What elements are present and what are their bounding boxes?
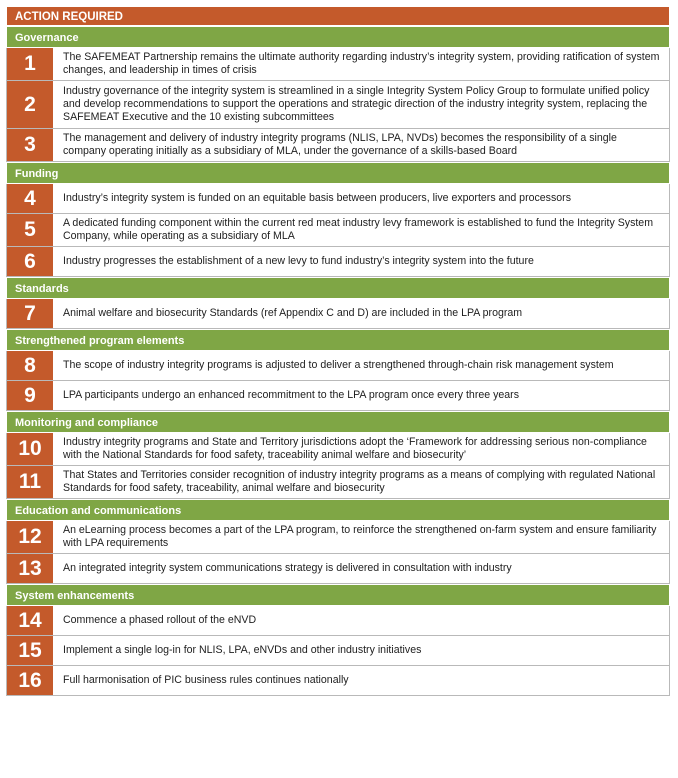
section-heading: Education and communications bbox=[6, 499, 670, 521]
action-text: Implement a single log-in for NLIS, LPA, eNVDs and other industry initiatives bbox=[63, 644, 422, 656]
action-number: 2 bbox=[7, 81, 53, 128]
action-table bbox=[6, 6, 670, 696]
action-text: A dedicated funding component within the current red meat industry levy framework is established to fund the Integrity System Company, while operating as a subsidiary of MLA bbox=[63, 217, 654, 242]
action-row bbox=[6, 381, 670, 411]
section-heading: Monitoring and compliance bbox=[6, 411, 670, 433]
section-heading: Standards bbox=[6, 277, 670, 299]
action-number: 12 bbox=[7, 521, 53, 553]
action-number: 11 bbox=[7, 466, 53, 498]
action-number: 10 bbox=[7, 433, 53, 465]
action-row bbox=[6, 351, 670, 381]
action-number: 6 bbox=[7, 247, 53, 276]
action-text: An integrated integrity system communications strategy is delivered in consultation with industry bbox=[63, 562, 512, 574]
action-row bbox=[6, 466, 670, 499]
action-number: 9 bbox=[7, 381, 53, 410]
action-text: An eLearning process becomes a part of the LPA program, to reinforce the strengthened on-farm system and ensure familiarity with LPA requirements bbox=[63, 524, 657, 549]
section-heading: Funding bbox=[6, 162, 670, 184]
action-row bbox=[6, 81, 670, 129]
action-row bbox=[6, 299, 670, 329]
action-row bbox=[6, 636, 670, 666]
action-row bbox=[6, 214, 670, 247]
action-text: The scope of industry integrity programs is adjusted to deliver a strengthened through-chain risk management system bbox=[63, 359, 614, 371]
action-row bbox=[6, 606, 670, 636]
action-row bbox=[6, 129, 670, 162]
action-number: 3 bbox=[7, 129, 53, 161]
table-header: ACTION REQUIRED bbox=[6, 6, 670, 26]
action-row bbox=[6, 521, 670, 554]
action-number: 15 bbox=[7, 636, 53, 665]
action-text: Commence a phased rollout of the eNVD bbox=[63, 614, 257, 626]
section-heading: Governance bbox=[6, 26, 670, 48]
action-text: Industry integrity programs and State and Territory jurisdictions adopt the ‘Framework for addressing serious non-compliance with the National Standards for food safety, traceability animal welfare and biosecurity’ bbox=[63, 436, 647, 461]
action-number: 5 bbox=[7, 214, 53, 246]
action-number: 7 bbox=[7, 299, 53, 328]
action-text: Industry governance of the integrity system is streamlined in a single Integrity System Policy Group to formulate unified policy and develop recommendations to support the operations and strategic direction of the industry integrity system, replacing the SAFEMEAT Executive and the 10 existing subcommittees bbox=[63, 85, 650, 123]
action-text: Animal welfare and biosecurity Standards (ref Appendix C and D) are included in the LPA program bbox=[63, 307, 523, 319]
action-row bbox=[6, 433, 670, 466]
action-row bbox=[6, 247, 670, 277]
action-number: 13 bbox=[7, 554, 53, 583]
action-row bbox=[6, 184, 670, 214]
action-text: The management and delivery of industry integrity programs (NLIS, LPA, NVDs) becomes the responsibility of a single company operating initially as a subsidiary of MLA, under the governance of a skills-based Board bbox=[63, 132, 617, 157]
action-number: 4 bbox=[7, 184, 53, 213]
action-row bbox=[6, 554, 670, 584]
action-number: 1 bbox=[7, 48, 53, 80]
section-heading: System enhancements bbox=[6, 584, 670, 606]
action-number: 16 bbox=[7, 666, 53, 695]
action-text: Full harmonisation of PIC business rules continues nationally bbox=[63, 674, 349, 686]
action-row bbox=[6, 666, 670, 696]
action-text: That States and Territories consider recognition of industry integrity programs as a means of complying with regulated National Standards for food safety, traceability, animal welfare and biosecurity bbox=[63, 469, 656, 494]
action-row bbox=[6, 48, 670, 81]
action-text: LPA participants undergo an enhanced recommitment to the LPA program once every three years bbox=[63, 389, 519, 401]
action-number: 14 bbox=[7, 606, 53, 635]
action-text: Industry progresses the establishment of a new levy to fund industry’s integrity system into the future bbox=[63, 255, 534, 267]
section-heading: Strengthened program elements bbox=[6, 329, 670, 351]
action-number: 8 bbox=[7, 351, 53, 380]
action-text: The SAFEMEAT Partnership remains the ultimate authority regarding industry’s integrity system, providing ratification of system changes, and leadership in times of crisis bbox=[63, 51, 660, 76]
action-text: Industry’s integrity system is funded on an equitable basis between producers, live exporters and processors bbox=[63, 192, 571, 204]
